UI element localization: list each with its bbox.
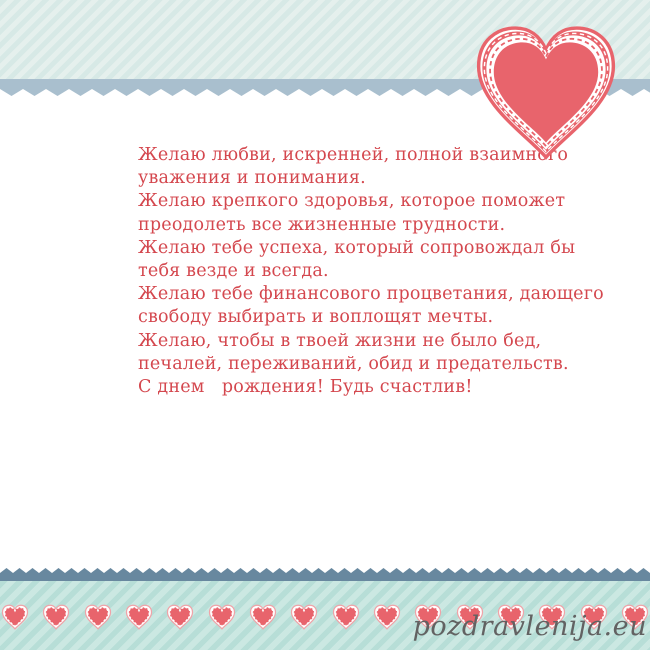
message-line: печалей, переживаний, обид и предательств.	[138, 353, 569, 374]
small-heart-icon	[83, 603, 113, 631]
message-line: С днем рождения! Будь счастлив!	[138, 377, 473, 398]
small-heart-icon	[124, 603, 154, 631]
message-line: Желаю тебе успеха, который сопровождал бы	[138, 237, 576, 258]
small-heart-icon	[207, 603, 237, 631]
greeting-message	[138, 144, 604, 399]
small-heart-icon	[165, 603, 195, 631]
message-line: Желаю, чтобы в твоей жизни не было бед,	[138, 330, 542, 351]
message-line: Желаю любви, искренней, полной взаимного	[138, 145, 569, 165]
watermark: pozdravlenija.eu	[412, 611, 647, 642]
message-line: тебя везде и всегда.	[138, 261, 329, 282]
message-line: свободу выбирать и воплощят мечты.	[138, 307, 494, 328]
small-heart-icon	[372, 603, 402, 631]
small-heart-icon	[289, 603, 319, 631]
small-heart-icon	[248, 603, 278, 631]
small-heart-icon	[331, 603, 361, 631]
message-line: Желаю тебе финансового процветания, дающего	[138, 284, 604, 305]
bottom-zigzag-border	[0, 568, 650, 581]
message-line: преодолеть все жизненные трудности.	[138, 214, 506, 235]
message-line: уважения и понимания.	[138, 168, 366, 189]
small-heart-icon	[0, 603, 30, 631]
message-line: Желаю крепкого здоровья, которое поможет	[138, 191, 566, 212]
small-heart-icon	[41, 603, 71, 631]
big-heart-icon	[465, 21, 627, 162]
